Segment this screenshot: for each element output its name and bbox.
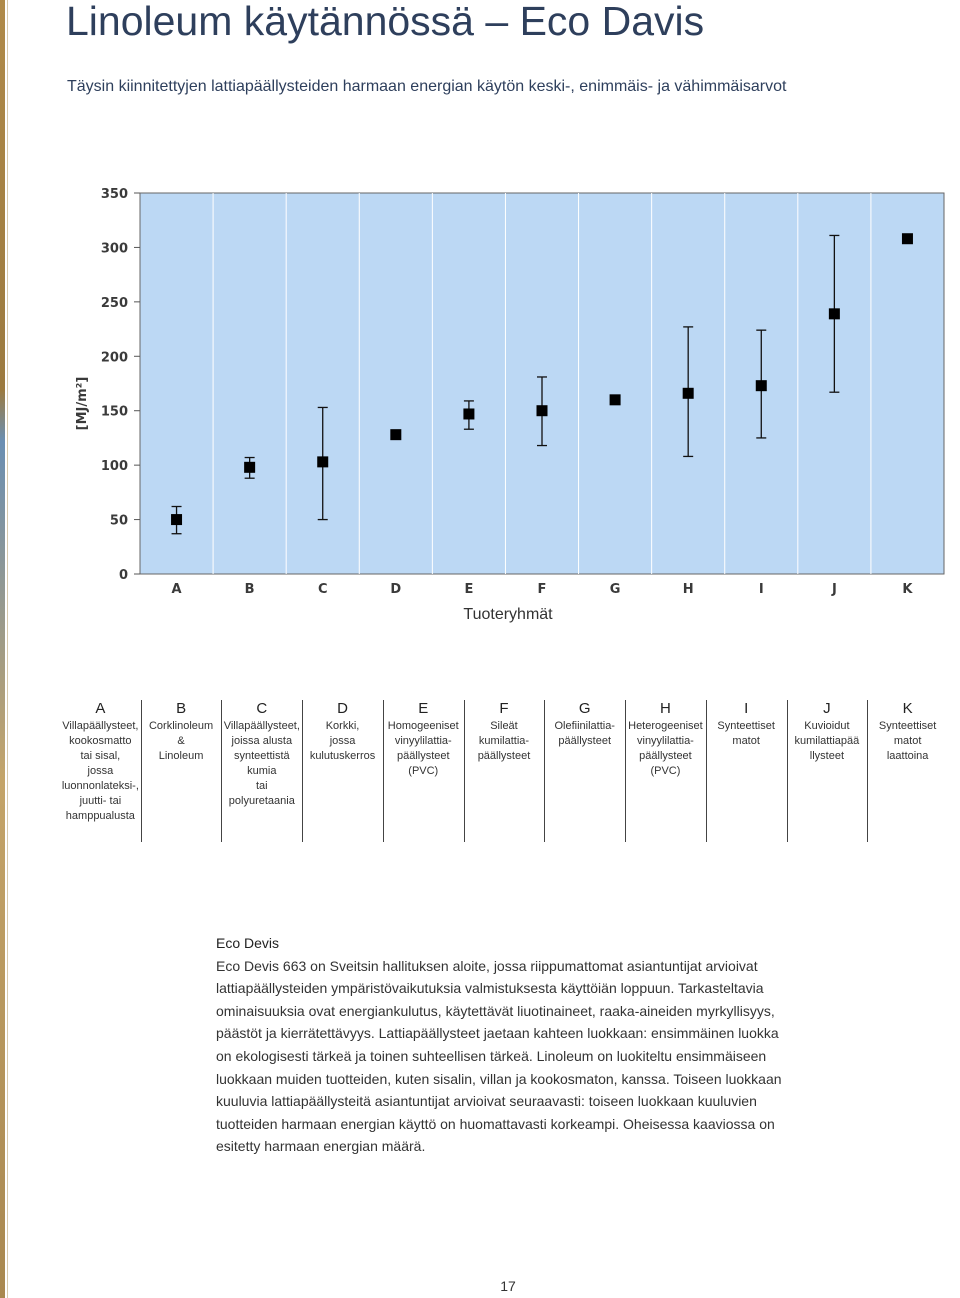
- legend-divider: [141, 700, 142, 842]
- legend-divider: [706, 700, 707, 842]
- legend-description-line: &: [177, 735, 185, 747]
- legend-description-line: matot: [893, 735, 922, 747]
- legend-divider: [221, 700, 222, 842]
- legend-description-line: päällysteet: [558, 735, 612, 747]
- legend-divider: [625, 700, 626, 842]
- legend-description-line: laattoina: [886, 750, 929, 762]
- legend-description-line: Synteettiset: [878, 720, 937, 732]
- legend-description-line: kulutuskerros: [309, 750, 376, 762]
- page-title: Linoleum käytännössä – Eco Davis: [66, 0, 705, 44]
- legend-letter: I: [744, 700, 749, 717]
- legend-description: [787, 719, 868, 764]
- x-tick-label: B: [244, 582, 255, 597]
- body-text-block: [216, 932, 796, 1158]
- legend-description-line: Villapäällysteet,: [62, 720, 139, 732]
- legend-description-line: matot: [732, 735, 760, 747]
- legend-description: [706, 719, 787, 749]
- legend-description-line: päällysteet: [639, 750, 692, 762]
- legend-description-line: Kuvioidut: [804, 720, 850, 732]
- legend-description-line: Corklinoleum: [148, 720, 214, 732]
- x-tick-label: I: [758, 582, 764, 597]
- x-tick-label: K: [902, 582, 913, 597]
- mean-point: [390, 429, 401, 440]
- x-tick-label: J: [831, 582, 837, 597]
- legend-divider: [383, 700, 384, 842]
- x-tick-label: G: [609, 582, 621, 597]
- y-tick-label: 350: [100, 187, 128, 202]
- legend-description-line: tai sisal,: [80, 750, 121, 762]
- legend-column: [60, 700, 141, 824]
- legend-description-line: Korkki,: [325, 720, 360, 732]
- page-subtitle: Täysin kiinnitettyjen lattiapäällysteiden harmaan energian käytön keski-, enimmäis- ja vähimmäisarvot: [67, 78, 787, 95]
- legend-divider: [302, 700, 303, 842]
- mean-point: [171, 514, 182, 525]
- x-tick-label: C: [317, 582, 328, 597]
- legend-letter: G: [578, 700, 591, 717]
- legend-letter: A: [95, 700, 106, 717]
- legend-description-line: (PVC): [408, 765, 439, 777]
- y-tick-label: 50: [109, 513, 128, 529]
- mean-point: [463, 408, 474, 419]
- legend-description-line: tai: [256, 780, 268, 792]
- x-tick-label: D: [390, 582, 402, 597]
- product-group-legend: [60, 700, 948, 842]
- mean-point: [683, 388, 694, 399]
- y-tick-label: 0: [118, 568, 128, 583]
- legend-description: [141, 719, 222, 764]
- legend-description-line: (PVC): [650, 765, 681, 777]
- legend-column: [383, 700, 464, 779]
- legend-description-line: hamppualusta: [65, 810, 135, 822]
- legend-letter: K: [902, 700, 913, 717]
- y-tick-label: 150: [100, 404, 128, 420]
- legend-description-line: llysteet: [809, 750, 845, 762]
- legend-divider: [544, 700, 545, 842]
- legend-column: [625, 700, 706, 779]
- mean-point: [829, 308, 840, 319]
- legend-description-line: jossa: [329, 735, 356, 747]
- legend-description-line: Olefiinilattia-: [554, 720, 615, 732]
- y-tick-label: 100: [100, 459, 128, 475]
- legend-letter: C: [256, 700, 268, 717]
- legend-description: [464, 719, 545, 764]
- legend-description-line: juutti- tai: [79, 795, 122, 807]
- mean-point: [756, 380, 767, 391]
- legend-description-line: vinyylilattia-: [394, 735, 452, 747]
- legend-description-line: kumilattia-: [478, 735, 530, 747]
- legend-letter: D: [337, 700, 348, 717]
- legend-column: [544, 700, 625, 749]
- y-tick-label: 300: [100, 241, 128, 257]
- legend-description: [302, 719, 383, 764]
- legend-description-line: kumilattiapää: [794, 735, 860, 747]
- legend-description: [383, 719, 464, 779]
- legend-description: [544, 719, 625, 749]
- x-tick-label: E: [464, 582, 474, 597]
- mean-point: [610, 394, 621, 405]
- x-tick-label: A: [171, 582, 182, 597]
- mean-point: [902, 233, 913, 244]
- legend-letter: F: [499, 700, 509, 717]
- body-heading: Eco Devis: [216, 935, 280, 951]
- legend-description: [221, 719, 302, 809]
- legend-description-line: vinyylilattia-: [637, 735, 694, 747]
- legend-description-line: Synteettiset: [717, 720, 775, 732]
- legend-column: [141, 700, 222, 764]
- y-axis-label: [MJ/m²]: [75, 376, 90, 431]
- legend-description-line: päällysteet: [396, 750, 450, 762]
- legend-description-line: kumia: [247, 765, 277, 777]
- legend-description-line: kookosmatto: [69, 735, 132, 747]
- x-tick-label: H: [682, 582, 694, 597]
- y-tick-label: 200: [100, 350, 128, 366]
- legend-column: [221, 700, 302, 809]
- legend-column: [867, 700, 948, 764]
- legend-description: [60, 719, 141, 824]
- legend-letter: B: [176, 700, 187, 717]
- legend-column: [302, 700, 383, 764]
- y-tick-label: 250: [100, 295, 128, 311]
- legend-letter: E: [418, 700, 429, 717]
- legend-divider: [464, 700, 465, 842]
- legend-description-line: jossa: [87, 765, 114, 777]
- x-axis-title: Tuoteryhmät: [463, 606, 553, 623]
- page-number: 17: [500, 1278, 516, 1294]
- body-paragraph: Eco Devis 663 on Sveitsin hallituksen aloite, jossa riippumattomat asiantuntijat arvioivat lattiapäällysteiden ympäristövaikutuksia valmistuksesta käyttöiän loppuun. Tarkasteltavia ominaisuuksia ovat energiankulutus, käytettävät liuotinaineet, raaka-aineiden myrkyllisyys, päästöt ja kierrätettävyys. Lattiapäällysteet jaetaan kahteen luokkaan: ensimmäinen luokka on ekologisesti tärkeä ja toinen suhteellisen tärkeä. Linoleum on luokiteltu ensimmäiseen luokkaan muiden tuotteiden, kuten sisalin, villan ja kookosmaton, kanssa. Toiseen luokkaan kuuluvia lattiapäällysteitä asiantuntijat arvioivat seuraavasti: toiseen luokkaan kuuluvien tuotteiden harmaan energian käyttö on huomattavasti korkeampi. Oheisessa kaaviossa on esitetty harmaan energian määrä.: [216, 957, 782, 1155]
- mean-point: [244, 462, 255, 473]
- legend-description-line: joissa alusta: [231, 735, 293, 747]
- legend-letter: H: [660, 700, 671, 717]
- energy-chart: [0, 180, 960, 640]
- legend-description-line: Heterogeeniset: [628, 720, 703, 732]
- legend-description-line: luonnonlateksi-,: [61, 780, 139, 792]
- legend-column: [787, 700, 868, 764]
- legend-description-line: päällysteet: [477, 750, 531, 762]
- legend-column: [706, 700, 787, 749]
- legend-description-line: Villapäällysteet,: [223, 720, 300, 732]
- legend-description-line: polyuretaania: [228, 795, 295, 807]
- legend-divider: [787, 700, 788, 842]
- legend-description-line: Linoleum: [158, 750, 204, 762]
- legend-description-line: synteettistä: [233, 750, 290, 762]
- legend-description-line: Sileät: [490, 720, 518, 732]
- legend-divider: [867, 700, 868, 842]
- mean-point: [317, 456, 328, 467]
- legend-description: [867, 719, 948, 764]
- legend-description-line: Homogeeniset: [387, 720, 459, 732]
- x-tick-label: F: [537, 582, 547, 597]
- legend-description: [625, 719, 706, 779]
- mean-point: [537, 405, 548, 416]
- legend-column: [464, 700, 545, 764]
- legend-letter: J: [823, 700, 831, 717]
